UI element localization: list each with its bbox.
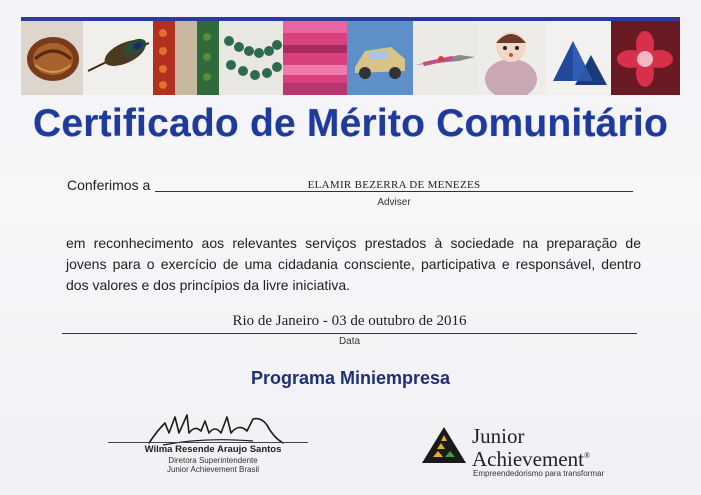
signatory-role: Diretora Superintendente	[168, 456, 258, 465]
ja-name-line1: Junior	[472, 424, 525, 448]
ja-name-line2	[472, 446, 590, 469]
flower-photo	[611, 21, 680, 95]
ja-logo-text	[472, 424, 591, 471]
program-name: Programa Miniempresa	[250, 368, 451, 388]
beads-photo	[153, 21, 219, 95]
ja-name-line2-text: Achievement	[472, 447, 584, 471]
pencil-photo	[413, 21, 477, 95]
conferimos-label: Conferimos a	[67, 177, 151, 193]
signature-line	[108, 442, 308, 443]
date-line	[62, 333, 637, 334]
photo-strip	[21, 17, 680, 95]
recipient-role: Adviser	[377, 197, 411, 208]
date-label: Data	[338, 336, 361, 347]
signatory-name: Wilma Resende Araujo Santos	[144, 444, 282, 455]
textile-photo	[283, 21, 347, 95]
necklace-photo	[219, 21, 283, 95]
feathers-photo	[83, 21, 153, 95]
signatory-organization: Junior Achievement Brasil	[166, 465, 260, 474]
ja-triangle-icon	[421, 425, 467, 465]
ja-tagline: Empreendedorismo para transformar	[473, 469, 605, 478]
doll-photo	[477, 21, 545, 95]
recipient-name-line	[155, 191, 633, 192]
certificate-title: Certificado de Mérito Comunitário	[33, 102, 668, 145]
recognition-text: em reconhecimento aos relevantes serviços prestados à sociedade na preparação de jovens para o exercício de uma cidadania consciente, participativa e responsável, dentro dos valores e dos princípios da livre iniciativa.	[66, 235, 641, 293]
blue-stones-photo	[545, 21, 611, 95]
recipient-name: ELAMIR BEZERRA DE MENEZES	[307, 179, 481, 191]
certificate-date: Rio de Janeiro - 03 de outubro de 2016	[232, 313, 467, 329]
toy-car-photo	[347, 21, 413, 95]
registered-mark: ®	[583, 451, 591, 460]
woven-bag-photo	[21, 21, 83, 95]
